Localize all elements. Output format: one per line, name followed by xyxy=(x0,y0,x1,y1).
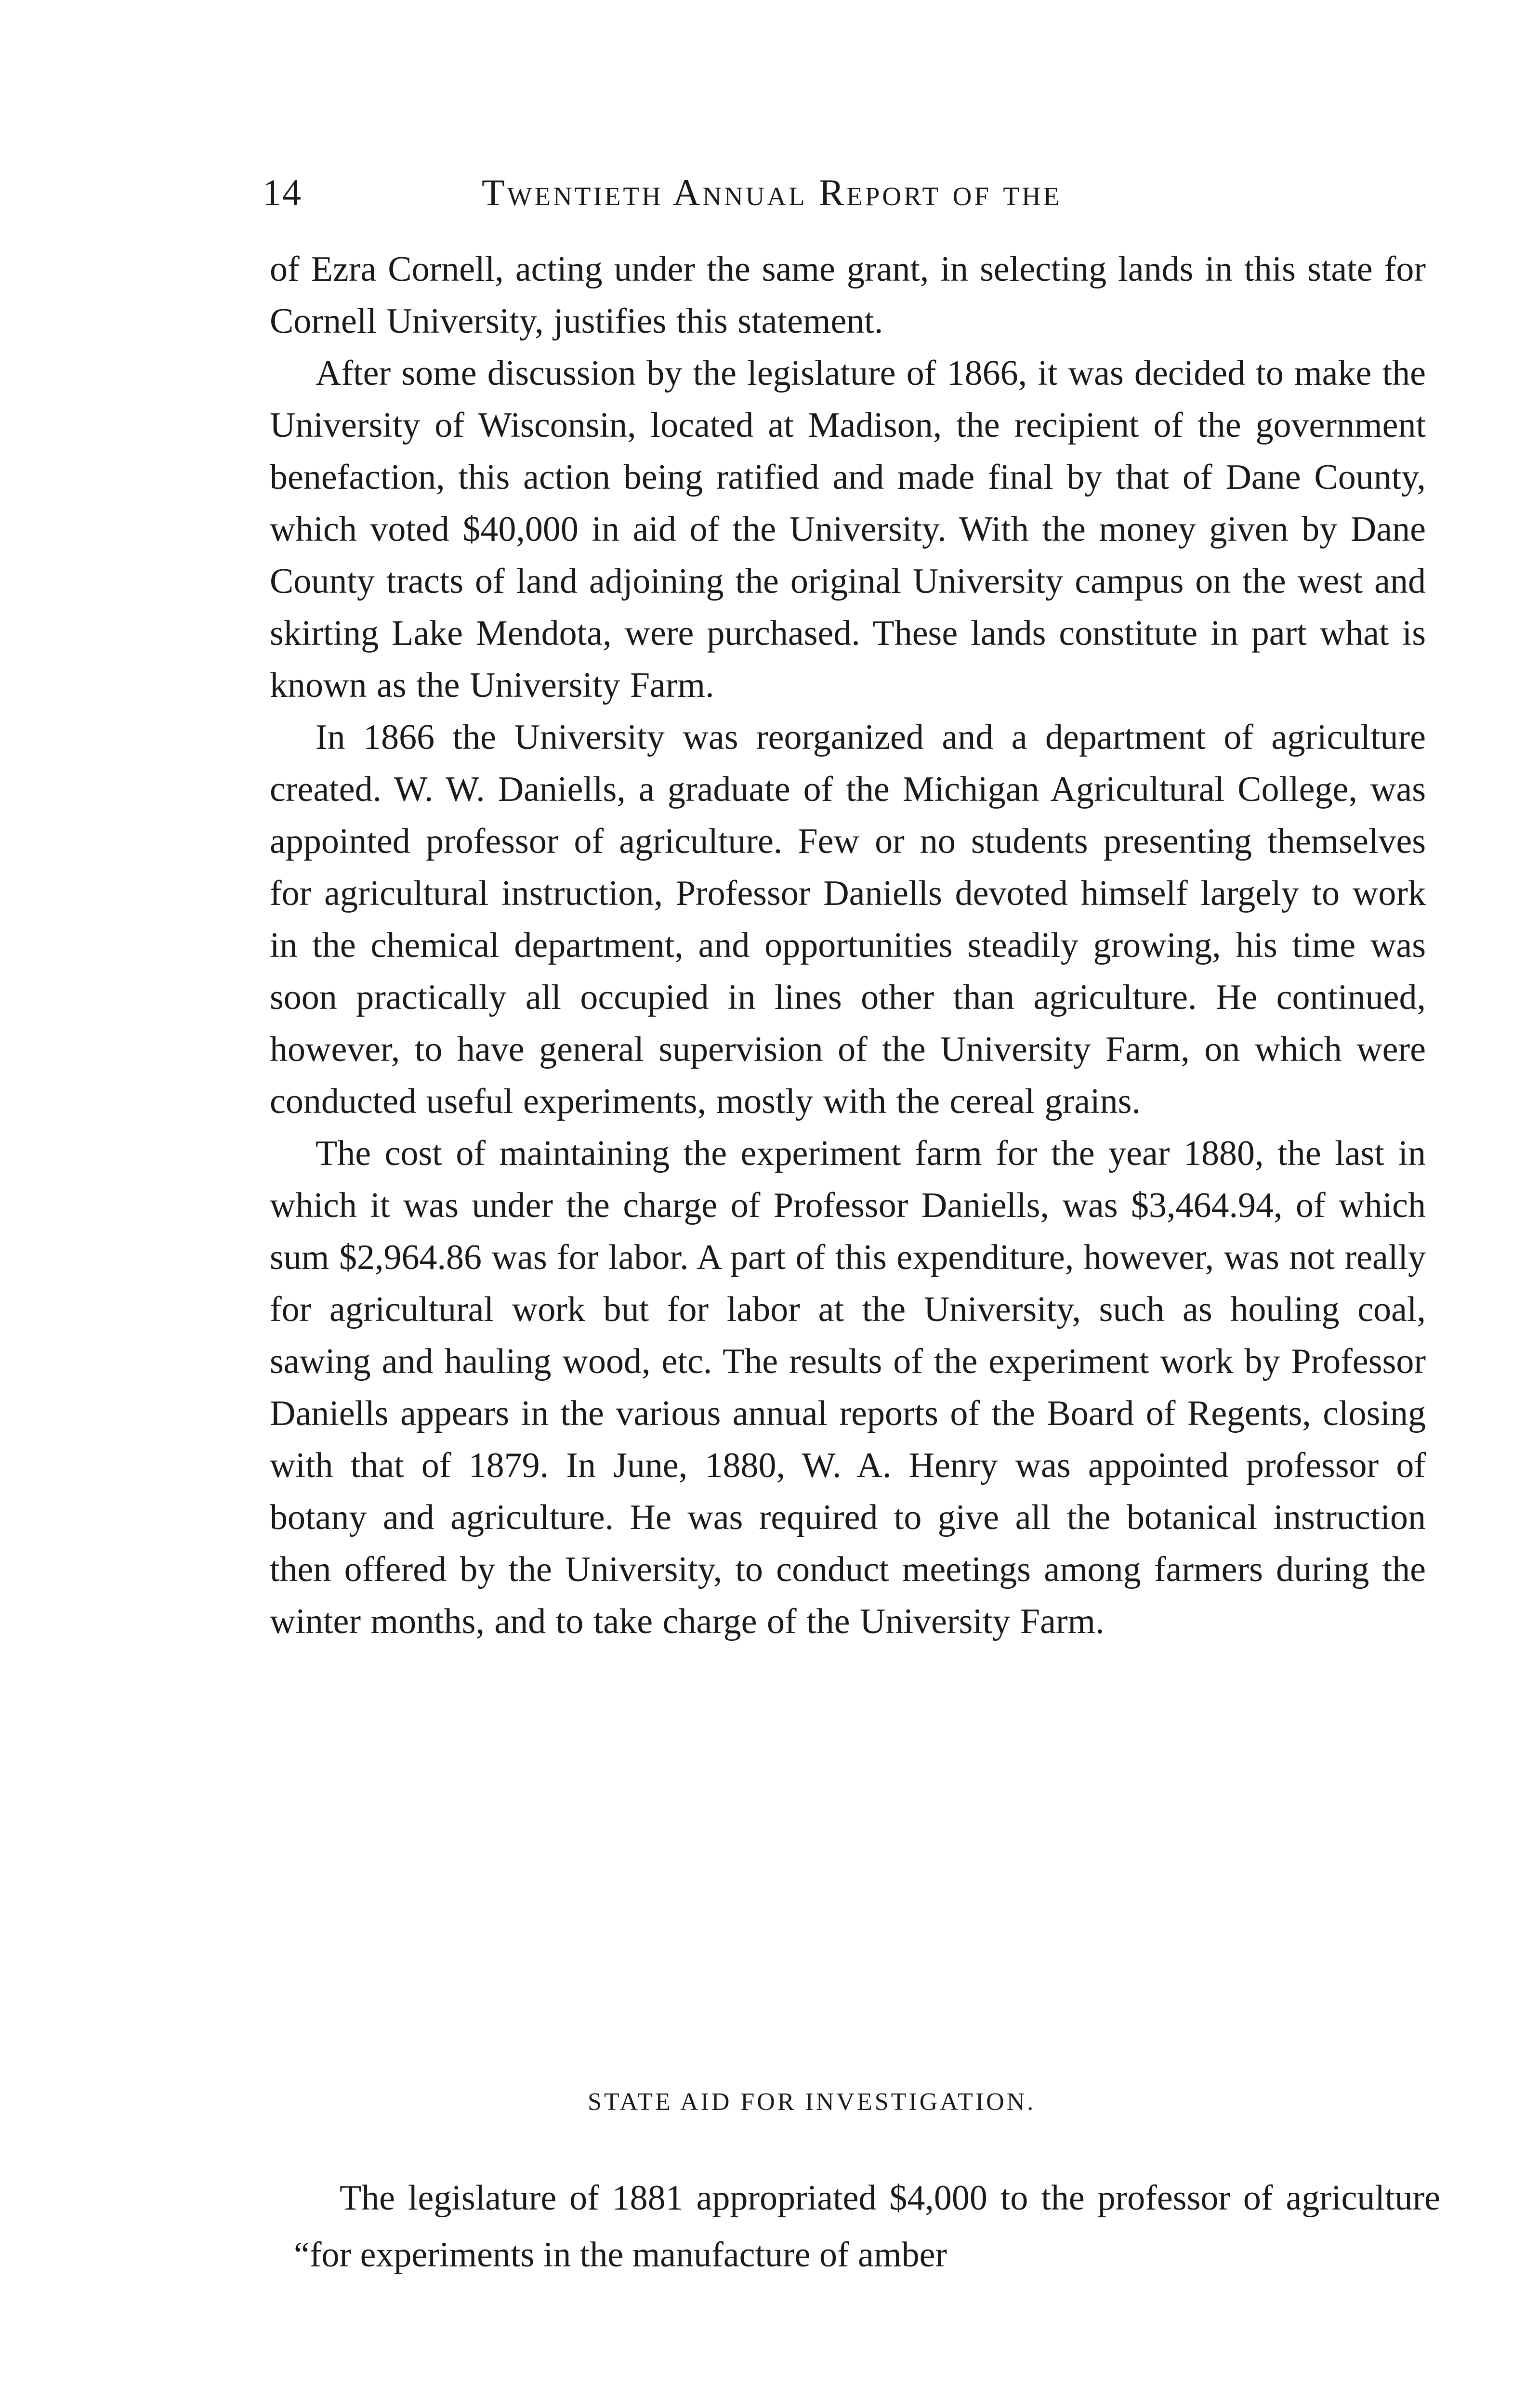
page-number: 14 xyxy=(263,171,302,213)
paragraph-legislature-1866: After some discussion by the legislature of 1866, it was decided to make the University of Wisconsin, located at Madison, the recipient of the government benefaction, this action being ratified and made final by that of Dane County, which voted $40,000 in aid of the University. With the money given by Dane County tracts of land adjoining the original University campus on the west and skirting Lake Mendota, were purchased. These lands constitute in part what is known as the University Farm. xyxy=(270,353,1426,705)
paragraph-legislature-1881: The legislature of 1881 appropriated $4,000 to the professor of agriculture “for experiments in the manufacture of amber xyxy=(294,2178,1440,2275)
section-heading: STATE AID FOR INVESTIGATION. xyxy=(588,2088,1036,2116)
section-body xyxy=(294,2170,1440,2283)
body-text xyxy=(270,243,1426,1648)
running-title: Twentieth Annual Report of the xyxy=(482,171,1062,213)
paragraph-farm-cost-1880: The cost of maintaining the experiment farm for the year 1880, the last in which it was under the charge of Professor Daniells, was $3,464.94, of which sum $2,964.86 was for labor. A part of this expenditure, however, was not really for agricultural work but for labor at the University, such as houling coal, sawing and hauling wood, etc. The results of the experiment work by Professor Daniells appears in the various annual reports of the Board of Regents, closing with that of 1879. In June, 1880, W. A. Henry was appointed professor of botany and agriculture. He was required to give all the botanical instruction then offered by the University, to conduct meetings among farmers during the winter months, and to take charge of the University Farm. xyxy=(270,1134,1426,1641)
page-header xyxy=(263,166,1226,224)
paragraph-continuation: of Ezra Cornell, acting under the same grant, in selecting lands in this state for Cornell University, justifies this statement. xyxy=(270,249,1426,341)
paragraph-reorganization-1866: In 1866 the University was reorganized and a department of agriculture created. W. W. Daniells, a graduate of the Michigan Agricultural College, was appointed professor of agriculture. Few or no students presenting themselves for agricultural instruction, Professor Daniells devoted himself largely to work in the chemical department, and opportunities steadily growing, his time was soon practically all occupied in lines other than agriculture. He continued, however, to have general supervision of the University Farm, on which were conducted useful experiments, mostly with the cereal grains. xyxy=(270,718,1426,1121)
